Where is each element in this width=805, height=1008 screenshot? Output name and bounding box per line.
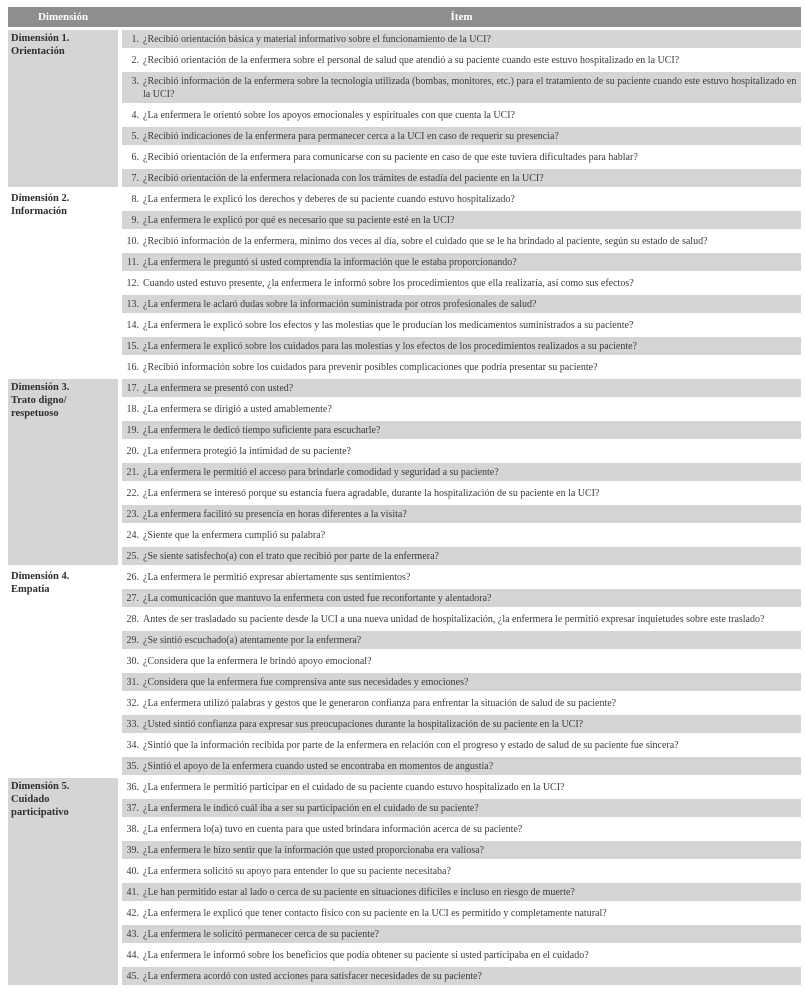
item-number: 11. xyxy=(126,256,139,268)
item-number: 35. xyxy=(126,760,139,772)
item-number: 20. xyxy=(126,445,139,457)
item-row xyxy=(122,715,801,733)
item-number: 8. xyxy=(131,193,139,205)
item-text: ¿La enfermera le explicó sobre los cuidados para las molestias y los efectos de los procedimientos realizados a su paciente? xyxy=(143,340,637,352)
item-row xyxy=(122,358,801,376)
item-text: ¿Le han permitido estar al lado o cerca de su paciente en situaciones difíciles e incluso en riesgo de muerte? xyxy=(143,886,575,898)
item-number: 5. xyxy=(131,130,139,142)
item-number: 27. xyxy=(126,592,139,604)
item-text: ¿La enfermera le permitió participar en el cuidado de su paciente cuando estuvo hospitalizado en la UCI? xyxy=(143,781,565,793)
item-text: ¿La enfermera le hizo sentir que la información que usted proporcionaba era valiosa? xyxy=(143,844,484,856)
item-number: 18. xyxy=(126,403,139,415)
item-row xyxy=(122,442,801,460)
item-text: ¿La enfermera le informó sobre los beneficios que podía obtener su paciente si usted participaba en el cuidado? xyxy=(143,949,589,961)
item-text: ¿La enfermera acordó con usted acciones para satisfacer necesidades de su paciente? xyxy=(143,970,482,982)
item-text: Cuando usted estuvo presente, ¿la enfermera le informó sobre los procedimientos que ella realizaría, así como sus efectos? xyxy=(143,277,634,289)
column-header-item: Ítem xyxy=(450,11,473,23)
item-number: 33. xyxy=(126,718,139,730)
item-number: 14. xyxy=(126,319,139,331)
item-number: 37. xyxy=(126,802,139,814)
item-number: 25. xyxy=(126,550,139,562)
item-number: 42. xyxy=(126,907,139,919)
item-row xyxy=(122,169,801,187)
item-text: ¿La enfermera le permitió expresar abiertamente sus sentimientos? xyxy=(143,571,411,583)
item-row xyxy=(122,379,801,397)
item-number: 12. xyxy=(126,277,139,289)
item-row xyxy=(122,337,801,355)
item-row xyxy=(122,925,801,943)
item-text: ¿La enfermera le preguntó si usted comprendía la información que le estaba proporcionando? xyxy=(143,256,517,268)
item-row xyxy=(122,51,801,69)
item-text: ¿Considera que la enfermera le brindó apoyo emocional? xyxy=(143,655,372,667)
item-text: ¿Sintió que la información recibida por parte de la enfermera en relación con el progreso y estado de salud de su paciente fue sincera? xyxy=(143,739,679,751)
dimension-line: Dimensión 5. xyxy=(11,781,70,792)
item-number: 32. xyxy=(126,697,139,709)
item-row xyxy=(122,106,801,124)
dimension-line: Información xyxy=(11,206,67,217)
item-text: ¿La enfermera le explicó los derechos y deberes de su paciente cuando estuvo hospitalizado? xyxy=(143,193,515,205)
dimension-cell xyxy=(8,30,118,187)
item-text: ¿La enfermera le indicó cuál iba a ser su participación en el cuidado de su paciente? xyxy=(143,802,479,814)
item-row xyxy=(122,652,801,670)
item-row xyxy=(122,211,801,229)
item-row xyxy=(122,736,801,754)
item-row xyxy=(122,547,801,565)
item-number: 1. xyxy=(131,33,139,45)
item-number: 15. xyxy=(126,340,139,352)
item-number: 22. xyxy=(126,487,139,499)
item-text: ¿Recibió orientación de la enfermera relacionada con los trámites de estadía del paciente en la UCI? xyxy=(143,172,544,184)
item-text: ¿La enfermera se presentó con usted? xyxy=(143,382,294,394)
item-row xyxy=(122,862,801,880)
item-row xyxy=(122,190,801,208)
item-text: ¿La enfermera solicitó su apoyo para entender lo que su paciente necesitaba? xyxy=(143,865,451,877)
item-number: 3. xyxy=(131,75,139,87)
dimension-line: respetuoso xyxy=(11,408,59,419)
item-number: 23. xyxy=(126,508,139,520)
item-text: Antes de ser trasladado su paciente desde la UCI a una nueva unidad de hospitalización, ¿la enfermera le permitió expresar inquietudes sobre este traslado? xyxy=(143,613,765,625)
item-text: ¿Siente que la enfermera cumplió su palabra? xyxy=(143,529,326,541)
item-number: 45. xyxy=(126,970,139,982)
item-row xyxy=(122,568,801,586)
dimension-line: Trato digno/ xyxy=(11,395,67,406)
dimension-line: Dimensión 3. xyxy=(11,382,70,393)
item-row xyxy=(122,484,801,502)
item-row xyxy=(122,253,801,271)
item-text: ¿La comunicación que mantuvo la enfermera con usted fue reconfortante y alentadora? xyxy=(143,592,492,604)
item-number: 6. xyxy=(131,151,139,163)
table-header xyxy=(8,7,801,27)
item-number: 31. xyxy=(126,676,139,688)
item-row xyxy=(122,883,801,901)
item-row xyxy=(122,946,801,964)
item-text: ¿Recibió orientación de la enfermera para comunicarse con su paciente en caso de que este tuviera dificultades para hablar? xyxy=(143,151,638,163)
item-text: ¿La enfermera le solicitó permanecer cerca de su paciente? xyxy=(143,928,379,940)
dimension-cell xyxy=(8,379,118,565)
item-text: ¿La enfermera utilizó palabras y gestos que le generaron confianza para enfrentar la situación de salud de su paciente? xyxy=(143,697,617,709)
item-number: 24. xyxy=(126,529,139,541)
item-text: ¿La enfermera le aclaró dudas sobre la información suministrada por otros profesionales de salud? xyxy=(143,298,537,310)
item-number: 26. xyxy=(126,571,139,583)
table-body xyxy=(8,30,801,985)
item-number: 16. xyxy=(126,361,139,373)
item-row xyxy=(122,673,801,691)
item-number: 13. xyxy=(126,298,139,310)
item-number: 7. xyxy=(131,172,139,184)
item-row xyxy=(122,127,801,145)
item-row xyxy=(122,274,801,292)
column-header-dimension: Dimensión xyxy=(37,11,89,23)
item-row xyxy=(122,30,801,48)
item-number: 38. xyxy=(126,823,139,835)
dimension-cell xyxy=(8,568,118,775)
item-row xyxy=(122,295,801,313)
item-text: ¿Recibió orientación de la enfermera sobre el personal de salud que atendió a su paciente cuando este estuvo hospitalizado en la UCI? xyxy=(143,54,680,66)
item-number: 30. xyxy=(126,655,139,667)
item-row xyxy=(122,799,801,817)
dimension-line: Orientación xyxy=(11,46,65,57)
dimension-line: Cuidado xyxy=(11,794,50,805)
item-row xyxy=(122,778,801,796)
item-row xyxy=(122,72,801,103)
item-text: ¿Recibió indicaciones de la enfermera para permanecer cerca a la UCI en caso de requerir su presencia? xyxy=(143,130,559,142)
item-number: 40. xyxy=(126,865,139,877)
item-text: ¿Se siente satisfecho(a) con el trato que recibió por parte de la enfermera? xyxy=(143,550,439,562)
item-text: ¿Recibió información sobre los cuidados para prevenir posibles complicaciones que podría presentar su paciente? xyxy=(143,361,598,373)
item-number: 17. xyxy=(126,382,139,394)
item-number: 41. xyxy=(126,886,139,898)
item-text: ¿La enfermera se dirigió a usted amablemente? xyxy=(143,403,332,415)
item-row xyxy=(122,148,801,166)
item-number: 44. xyxy=(126,949,139,961)
item-text: ¿La enfermera le explicó por qué es necesario que su paciente esté en la UCI? xyxy=(143,214,455,226)
dimension-line: Dimensión 4. xyxy=(11,571,70,582)
dimension-line: participativo xyxy=(11,807,69,818)
item-row xyxy=(122,841,801,859)
item-row xyxy=(122,463,801,481)
dimension-line: Dimensión 1. xyxy=(11,33,70,44)
item-text: ¿Se sintió escuchado(a) atentamente por la enfermera? xyxy=(143,634,362,646)
item-row xyxy=(122,631,801,649)
item-row xyxy=(122,904,801,922)
dimension-cell xyxy=(8,190,118,376)
item-text: ¿La enfermera le explicó que tener contacto físico con su paciente en la UCI es permitido y completamente natural? xyxy=(143,907,607,919)
item-number: 4. xyxy=(131,109,139,121)
item-row xyxy=(122,820,801,838)
item-text: ¿La enfermera le orientó sobre los apoyos emocionales y espirituales con que cuenta la UCI? xyxy=(143,109,516,121)
item-text: ¿La enfermera le dedicó tiempo suficiente para escucharle? xyxy=(143,424,381,436)
item-number: 29. xyxy=(126,634,139,646)
item-text: ¿La enfermera facilitó su presencia en horas diferentes a la visita? xyxy=(143,508,407,520)
item-row xyxy=(122,694,801,712)
item-text: ¿La enfermera le explicó sobre los efectos y las molestias que le producían los medicamentos suministrados a su paciente? xyxy=(143,319,634,331)
item-row xyxy=(122,967,801,985)
item-text: ¿Usted sintió confianza para expresar sus preocupaciones durante la hospitalización de su paciente en la UCI? xyxy=(143,718,584,730)
item-row xyxy=(122,589,801,607)
item-row xyxy=(122,400,801,418)
item-text: ¿Recibió información de la enfermera, mínimo dos veces al día, sobre el cuidado que se le ha brindado al paciente, según su estado de salud? xyxy=(143,235,708,247)
item-text: ¿La enfermera protegió la intimidad de su paciente? xyxy=(143,445,351,457)
item-row xyxy=(122,232,801,250)
item-text: ¿La enfermera le permitió el acceso para brindarle comodidad y seguridad a su paciente? xyxy=(143,466,499,478)
item-number: 2. xyxy=(131,54,139,66)
item-text: ¿La enfermera lo(a) tuvo en cuenta para que usted brindara información acerca de su paciente? xyxy=(143,823,523,835)
item-row xyxy=(122,421,801,439)
item-number: 28. xyxy=(126,613,139,625)
item-text: ¿Considera que la enfermera fue comprensiva ante sus necesidades y emociones? xyxy=(143,676,469,688)
item-row xyxy=(122,757,801,775)
item-number: 34. xyxy=(126,739,139,751)
item-row xyxy=(122,526,801,544)
item-number: 43. xyxy=(126,928,139,940)
item-text: ¿Recibió información de la enfermera sobre la tecnología utilizada (bombas, monitores, etc.) para el tratamiento de su paciente cuando este estuvo hospitalizado en la UCI? xyxy=(143,75,797,100)
item-row xyxy=(122,316,801,334)
item-row xyxy=(122,505,801,523)
item-number: 36. xyxy=(126,781,139,793)
item-text: ¿La enfermera se interesó porque su estancia fuera agradable, durante la hospitalización de su paciente en la UCI? xyxy=(143,487,600,499)
item-text: ¿Recibió orientación básica y material informativo sobre el funcionamiento de la UCI? xyxy=(143,33,491,45)
item-number: 10. xyxy=(126,235,139,247)
item-text: ¿Sintió el apoyo de la enfermera cuando usted se encontraba en momentos de angustia? xyxy=(143,760,494,772)
item-number: 21. xyxy=(126,466,139,478)
item-number: 9. xyxy=(131,214,139,226)
dimension-line: Dimensión 2. xyxy=(11,193,70,204)
item-number: 19. xyxy=(126,424,139,436)
item-row xyxy=(122,610,801,628)
item-number: 39. xyxy=(126,844,139,856)
dimension-cell xyxy=(8,778,118,985)
dimension-line: Empatía xyxy=(11,584,50,595)
